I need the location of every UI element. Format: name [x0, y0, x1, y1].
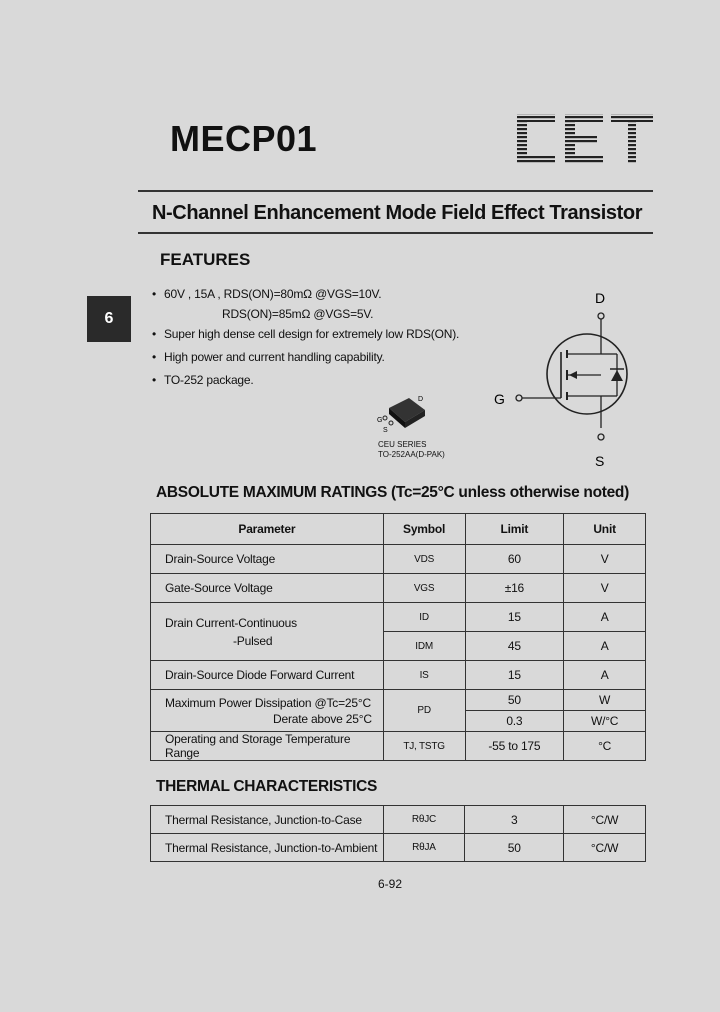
table-row: Drain-Source Voltage VDS 60 V	[151, 545, 646, 574]
svg-text:CET: CET	[515, 112, 517, 113]
subtitle-rule	[138, 232, 653, 234]
feature-item: RDS(ON)=85mΩ @VGS=5V.	[222, 307, 374, 321]
page-number: 6-92	[378, 877, 403, 891]
drain-label: D	[595, 290, 606, 306]
pin-g-label: G	[377, 417, 383, 424]
table-row: Drain Current-Continuous -Pulsed ID 15 A	[151, 603, 646, 632]
table-row: Drain-Source Diode Forward Current IS 15 A	[151, 661, 646, 690]
thermal-heading: THERMAL CHARACTERISTICS	[156, 778, 378, 795]
feature-item: • High power and current handling capability.	[152, 350, 385, 364]
top-rule	[138, 190, 653, 192]
mosfet-schematic	[485, 288, 635, 473]
package-drawing	[375, 392, 445, 442]
table-row: Maximum Power Dissipation @Tc=25°C Derate above 25°C PD 50 W	[151, 690, 646, 711]
pin-d-label: D	[418, 396, 424, 403]
pin-s-label: S	[383, 427, 388, 434]
col-symbol: Symbol	[383, 514, 465, 545]
features-heading: FEATURES	[160, 250, 251, 269]
col-unit: Unit	[564, 514, 646, 545]
table-row: Thermal Resistance, Junction-to-Ambient RθJA 50 °C/W	[151, 834, 646, 862]
thermal-table	[150, 805, 646, 862]
ratings-table	[150, 513, 646, 761]
section-tab: 6	[87, 296, 131, 342]
feature-item: • Super high dense cell design for extremely low RDS(ON).	[152, 327, 460, 341]
col-limit: Limit	[465, 514, 564, 545]
ratings-heading: ABSOLUTE MAXIMUM RATINGS (Tc=25°C unless otherwise noted)	[156, 484, 629, 501]
table-row: Thermal Resistance, Junction-to-Case RθJC 3 °C/W	[151, 806, 646, 834]
table-row: IDM 45 A	[151, 632, 646, 661]
source-label: S	[595, 453, 605, 469]
cet-logo	[515, 112, 655, 166]
table-row: Operating and Storage Temperature Range TJ, TSTG -55 to 175 °C	[151, 732, 646, 761]
table-row: 0.3 W/°C	[151, 711, 646, 732]
gate-label: G	[494, 391, 505, 407]
feature-item: • TO-252 package.	[152, 373, 254, 387]
package-label: CEU SERIES TO-252AA(D-PAK)	[378, 440, 445, 459]
feature-item: • 60V , 15A , RDS(ON)=80mΩ @VGS=10V.	[152, 287, 382, 301]
table-row: Gate-Source Voltage VGS ±16 V	[151, 574, 646, 603]
part-number-title: MECP01	[170, 118, 318, 159]
subtitle: N-Channel Enhancement Mode Field Effect Transistor	[152, 202, 643, 224]
col-parameter: Parameter	[151, 514, 384, 545]
